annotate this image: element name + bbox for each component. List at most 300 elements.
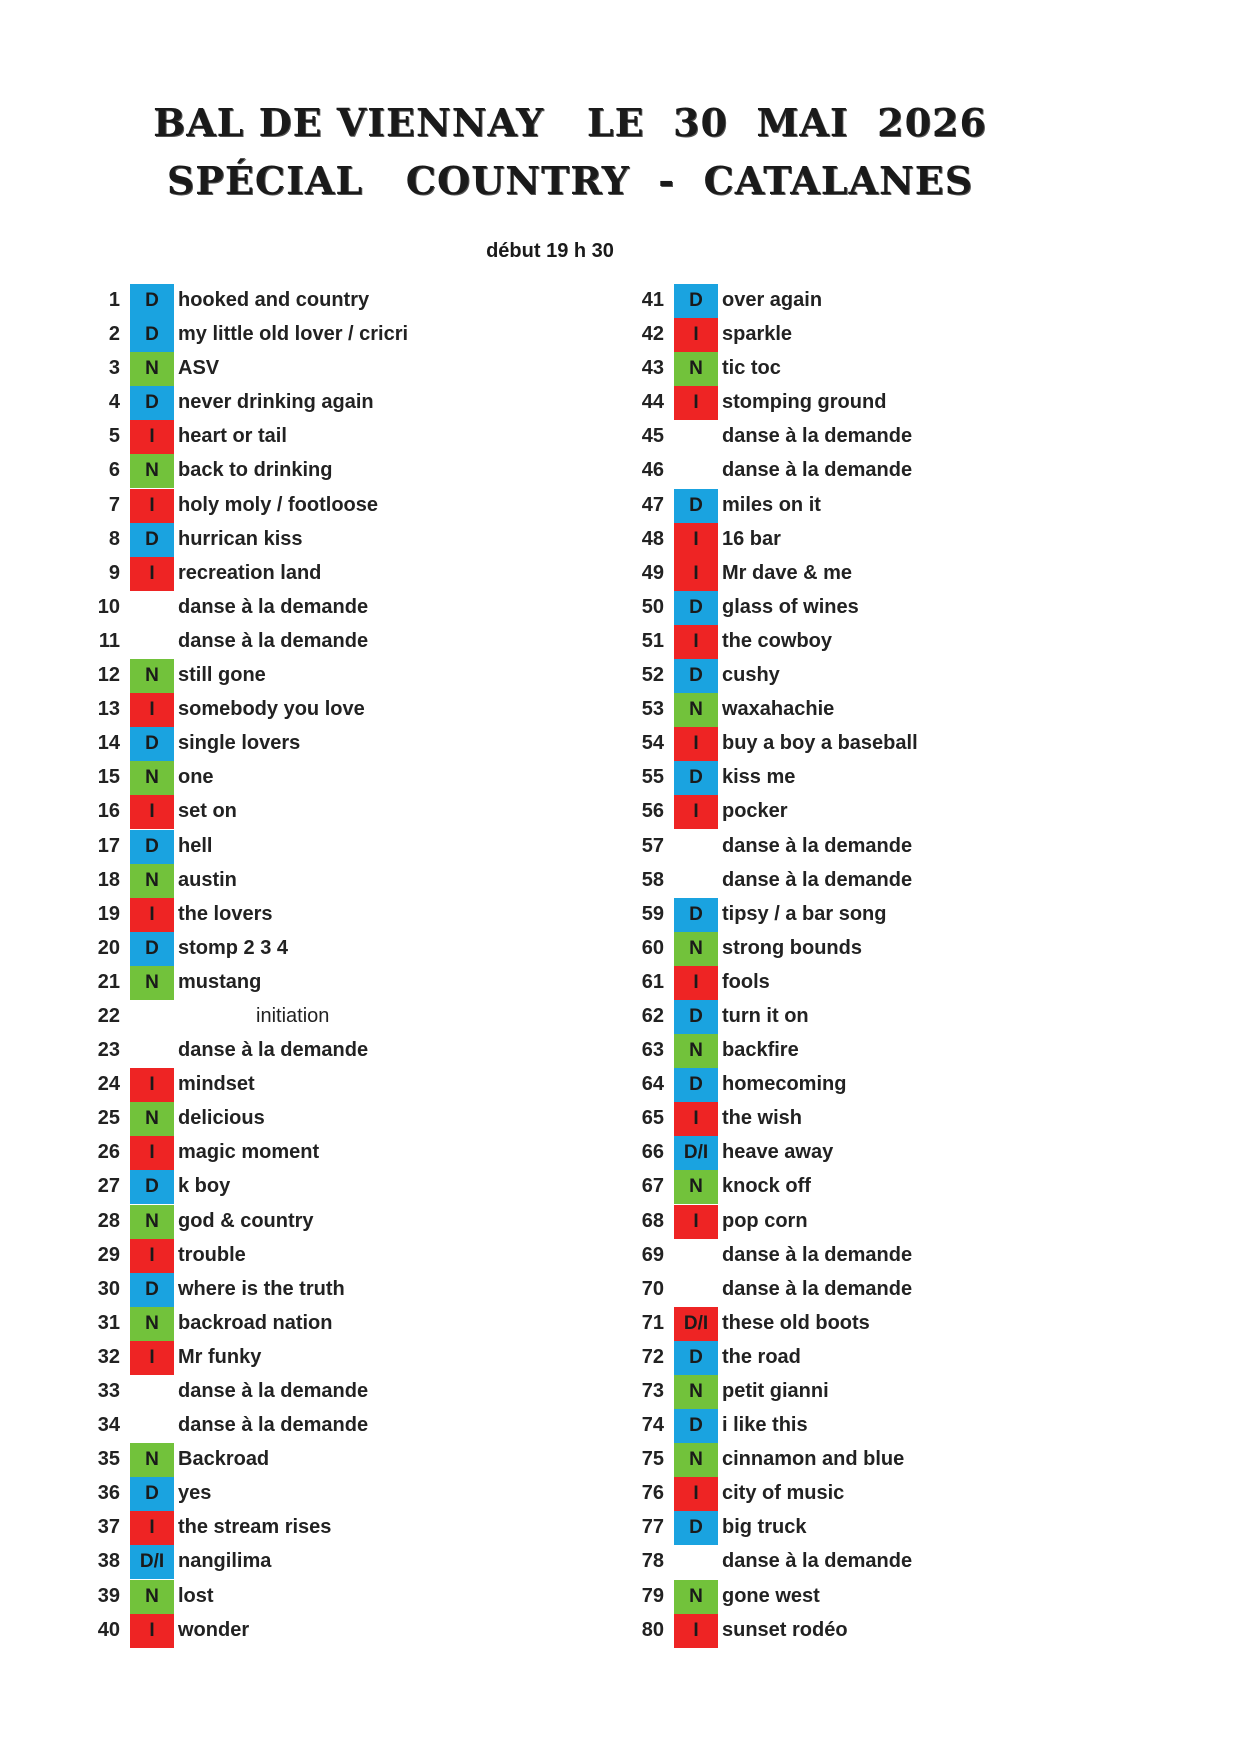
level-badge: N [130, 966, 174, 1000]
dance-row [628, 659, 1048, 693]
level-badge: D [674, 1341, 718, 1375]
dance-row [84, 591, 504, 625]
dance-row [628, 318, 1048, 352]
dance-number: 2 [108, 323, 120, 346]
dance-number: 21 [97, 970, 120, 993]
level-badge: I [674, 795, 718, 829]
level-badge: N [674, 1443, 718, 1477]
dance-name: mustang [178, 970, 262, 993]
dance-number: 60 [641, 936, 664, 959]
dance-name: city of music [722, 1482, 845, 1505]
dance-number: 10 [97, 595, 120, 618]
dance-name: cinnamon and blue [722, 1448, 905, 1471]
dance-name: hell [178, 834, 213, 857]
dance-number: 71 [641, 1311, 664, 1334]
dance-row [628, 523, 1048, 557]
dance-number: 76 [641, 1482, 664, 1505]
level-badge: I [130, 1614, 174, 1648]
dance-row [628, 386, 1048, 420]
level-badge: I [130, 1239, 174, 1273]
dance-name: the lovers [178, 902, 273, 925]
dance-number: 67 [641, 1175, 664, 1198]
dance-name: Mr dave & me [722, 561, 853, 584]
level-badge: D [130, 318, 174, 352]
dance-name: strong bounds [722, 936, 862, 959]
start-time: début 19 h 30 [486, 240, 614, 262]
dance-name: backfire [722, 1039, 799, 1062]
dance-number: 12 [97, 664, 120, 687]
dance-row [84, 795, 504, 829]
dance-name: the stream rises [178, 1516, 332, 1539]
dance-row [84, 1511, 504, 1545]
dance-name: my little old lover / cricri [178, 323, 409, 346]
dance-number: 41 [641, 289, 664, 311]
dance-row [628, 1170, 1048, 1204]
dance-row [628, 454, 1048, 488]
dance-number: 14 [97, 732, 120, 755]
dance-name: delicious [178, 1107, 265, 1130]
dance-row [84, 625, 504, 659]
dance-name: ASV [178, 357, 220, 380]
dance-row [84, 1000, 504, 1034]
dance-number: 29 [97, 1243, 120, 1266]
dance-number: 74 [641, 1414, 664, 1437]
level-badge: D [674, 659, 718, 693]
dance-number: 79 [641, 1584, 664, 1607]
level-badge: D/I [130, 1545, 174, 1579]
dance-name: danse à la demande [178, 1414, 369, 1437]
dance-row [628, 1477, 1048, 1511]
dance-row [628, 625, 1048, 659]
dance-name: danse à la demande [722, 459, 913, 482]
dance-name: danse à la demande [722, 868, 913, 891]
dance-row [84, 386, 504, 420]
dance-number: 28 [97, 1209, 120, 1232]
dance-number: 18 [97, 868, 120, 891]
level-badge: I [674, 318, 718, 352]
dance-number: 56 [641, 800, 664, 823]
dance-number: 8 [108, 527, 120, 550]
level-badge: I [674, 386, 718, 420]
dance-name: holy moly / footloose [178, 493, 379, 516]
dance-name: backroad nation [178, 1311, 333, 1334]
dance-row [628, 1000, 1048, 1034]
level-badge: D/I [674, 1136, 718, 1170]
dance-row [628, 864, 1048, 898]
dance-number: 62 [641, 1004, 664, 1027]
dance-name: these old boots [722, 1311, 870, 1334]
dance-name: yes [178, 1482, 212, 1505]
level-badge: D [130, 727, 174, 761]
dance-row [84, 761, 504, 795]
dance-row [84, 966, 504, 1000]
dance-name: petit gianni [722, 1380, 829, 1402]
level-badge: I [674, 727, 718, 761]
dance-number: 19 [97, 902, 120, 925]
dance-row [628, 1102, 1048, 1136]
level-badge: D [674, 591, 718, 625]
level-badge: D [130, 1477, 174, 1511]
dance-name: glass of wines [722, 595, 859, 618]
dance-list-left [84, 284, 504, 1648]
dance-name: buy a boy a baseball [722, 732, 918, 755]
dance-number: 5 [108, 425, 120, 448]
page-title-line1: BAL DE VIENNAY LE 30 MAI 2026 [153, 100, 987, 145]
dance-number: 70 [641, 1277, 664, 1300]
level-badge: I [674, 625, 718, 659]
dance-number: 17 [97, 834, 120, 857]
dance-row [84, 830, 504, 864]
dance-number: 4 [108, 391, 120, 414]
dance-number: 13 [97, 698, 120, 721]
dance-row [84, 1170, 504, 1204]
level-badge: I [130, 1136, 174, 1170]
dance-number: 43 [641, 357, 664, 380]
dance-number: 24 [97, 1073, 120, 1096]
dance-row [84, 1477, 504, 1511]
dance-name: danse à la demande [178, 1380, 369, 1402]
dance-number: 46 [641, 459, 664, 482]
dance-row [628, 1614, 1048, 1648]
level-badge: I [130, 693, 174, 727]
dance-name: danse à la demande [722, 1550, 913, 1573]
level-badge: I [674, 1614, 718, 1648]
dance-row [628, 1068, 1048, 1102]
dance-name: danse à la demande [722, 834, 913, 857]
dance-row [84, 659, 504, 693]
dance-name: miles on it [722, 493, 821, 516]
dance-number: 68 [641, 1209, 664, 1232]
dance-number: 48 [641, 527, 664, 550]
dance-row [84, 1443, 504, 1477]
dance-name: i like this [722, 1414, 808, 1437]
level-badge: I [674, 1102, 718, 1136]
dance-number: 9 [108, 561, 120, 584]
dance-name: trouble [178, 1243, 246, 1266]
dance-number: 26 [97, 1141, 120, 1164]
dance-name: sunset rodéo [722, 1618, 848, 1641]
dance-number: 52 [641, 664, 664, 687]
dance-row [628, 830, 1048, 864]
dance-row [628, 1409, 1048, 1443]
dance-name: heave away [722, 1141, 834, 1164]
dance-row [628, 761, 1048, 795]
dance-number: 64 [641, 1073, 664, 1096]
dance-name: hurrican kiss [178, 527, 303, 550]
dance-name: homecoming [722, 1073, 847, 1096]
dance-name: pop corn [722, 1209, 808, 1232]
dance-number: 77 [641, 1516, 664, 1539]
dance-number: 30 [97, 1277, 120, 1300]
dance-number: 39 [97, 1584, 120, 1607]
dance-row [84, 1239, 504, 1273]
dance-row [84, 489, 504, 523]
dance-row [628, 1239, 1048, 1273]
dance-row [84, 352, 504, 386]
level-badge: I [674, 1205, 718, 1239]
dance-number: 53 [641, 698, 664, 721]
level-badge: N [674, 1580, 718, 1614]
dance-number: 50 [641, 595, 664, 618]
dance-name: hooked and country [178, 289, 370, 311]
dance-row [84, 1102, 504, 1136]
dance-name: kiss me [722, 766, 796, 789]
dance-number: 27 [97, 1175, 120, 1198]
dance-name: tipsy / a bar song [722, 902, 887, 925]
dance-name: god & country [178, 1209, 314, 1232]
level-badge: D [674, 898, 718, 932]
dance-row [84, 1273, 504, 1307]
dance-row [84, 1409, 504, 1443]
dance-name: danse à la demande [722, 1243, 913, 1266]
level-badge: I [130, 898, 174, 932]
dance-row [84, 1341, 504, 1375]
level-badge: I [674, 966, 718, 1000]
dance-row [628, 966, 1048, 1000]
dance-name: recreation land [178, 561, 322, 584]
dance-number: 15 [97, 766, 120, 789]
level-badge: I [130, 1511, 174, 1545]
dance-row [84, 864, 504, 898]
level-badge: N [130, 659, 174, 693]
dance-name: initiation [256, 1004, 330, 1027]
dance-name: nangilima [178, 1550, 272, 1573]
level-badge: D [130, 523, 174, 557]
dance-number: 80 [641, 1618, 664, 1641]
dance-number: 61 [641, 970, 664, 993]
dance-number: 40 [97, 1618, 120, 1641]
level-badge: D [674, 1409, 718, 1443]
dance-name: knock off [722, 1175, 811, 1198]
dance-name: sparkle [722, 323, 793, 346]
dance-number: 36 [97, 1482, 120, 1505]
dance-number: 33 [97, 1380, 120, 1402]
level-badge: I [130, 557, 174, 591]
dance-row [84, 727, 504, 761]
level-badge: N [674, 693, 718, 727]
dance-row [628, 1511, 1048, 1545]
dance-row [628, 1034, 1048, 1068]
dance-row [84, 1205, 504, 1239]
dance-name: 16 bar [722, 527, 781, 550]
dance-row [84, 523, 504, 557]
level-badge: I [130, 1068, 174, 1102]
dance-row [84, 1580, 504, 1614]
dance-number: 31 [97, 1311, 120, 1334]
dance-name: k boy [178, 1175, 231, 1198]
level-badge: D [130, 1170, 174, 1204]
dance-row [84, 932, 504, 966]
dance-name: mindset [178, 1073, 255, 1096]
dance-row [84, 420, 504, 454]
level-badge: I [674, 557, 718, 591]
dance-row [628, 727, 1048, 761]
dance-name: danse à la demande [178, 595, 369, 618]
level-badge: D [674, 1000, 718, 1034]
dance-name: Mr funky [178, 1345, 262, 1368]
dance-row [628, 1580, 1048, 1614]
dance-name: big truck [722, 1516, 807, 1539]
dance-name: stomping ground [722, 391, 887, 414]
dance-row [84, 1614, 504, 1648]
dance-number: 44 [641, 391, 664, 414]
dance-name: Backroad [178, 1448, 270, 1471]
level-badge: I [130, 795, 174, 829]
dance-number: 75 [641, 1448, 664, 1471]
dance-row [628, 898, 1048, 932]
dance-number: 57 [641, 834, 664, 857]
dance-number: 49 [641, 561, 664, 584]
dance-number: 37 [97, 1516, 120, 1539]
dance-name: cushy [722, 664, 780, 687]
dance-number: 1 [108, 289, 120, 311]
dance-row [84, 1034, 504, 1068]
level-badge: N [130, 864, 174, 898]
level-badge: D [674, 1068, 718, 1102]
level-badge: I [130, 420, 174, 454]
level-badge: N [130, 352, 174, 386]
dance-name: waxahachie [722, 698, 835, 721]
dance-name: tic toc [722, 357, 781, 380]
level-badge: D [674, 761, 718, 795]
dance-name: danse à la demande [722, 1277, 913, 1300]
dance-row [628, 693, 1048, 727]
level-badge: I [674, 1477, 718, 1511]
dance-row [628, 591, 1048, 625]
level-badge: N [674, 1034, 718, 1068]
dance-number: 42 [641, 323, 664, 346]
level-badge: I [130, 489, 174, 523]
dance-row [628, 420, 1048, 454]
dance-row [84, 693, 504, 727]
dance-name: heart or tail [178, 425, 287, 448]
dance-number: 65 [641, 1107, 664, 1130]
dance-number: 69 [641, 1243, 664, 1266]
dance-number: 7 [108, 493, 120, 516]
dance-number: 45 [641, 425, 664, 448]
level-badge: N [130, 1102, 174, 1136]
dance-row [84, 557, 504, 591]
level-badge: N [674, 352, 718, 386]
level-badge: D [130, 284, 174, 318]
level-badge: N [130, 1307, 174, 1341]
dance-row [628, 1545, 1048, 1579]
level-badge: N [130, 454, 174, 488]
dance-name: set on [178, 800, 237, 823]
dance-row [628, 1273, 1048, 1307]
dance-number: 35 [97, 1448, 120, 1471]
dance-number: 25 [97, 1107, 120, 1130]
dance-name: where is the truth [178, 1277, 345, 1300]
dance-number: 32 [97, 1345, 120, 1368]
dance-name: danse à la demande [722, 425, 913, 448]
dance-row [628, 1443, 1048, 1477]
dance-number: 3 [108, 357, 120, 380]
dance-name: lost [178, 1584, 214, 1607]
dance-number: 23 [97, 1039, 120, 1062]
dance-number: 38 [97, 1550, 120, 1573]
dance-name: turn it on [722, 1004, 809, 1027]
dance-row [628, 1341, 1048, 1375]
level-badge: D [674, 284, 718, 318]
dance-name: still gone [178, 664, 266, 687]
dance-number: 34 [97, 1414, 120, 1437]
dance-number: 73 [641, 1380, 664, 1402]
dance-row [84, 1545, 504, 1579]
dance-name: the road [722, 1345, 801, 1368]
level-badge: N [130, 1205, 174, 1239]
dance-number: 51 [641, 629, 664, 652]
dance-number: 20 [97, 936, 120, 959]
level-badge: D [130, 830, 174, 864]
dance-row [628, 284, 1048, 318]
dance-row [84, 1068, 504, 1102]
dance-number: 47 [641, 493, 664, 516]
dance-row [84, 284, 504, 318]
dance-row [628, 932, 1048, 966]
dance-number: 78 [641, 1550, 664, 1573]
dance-name: back to drinking [178, 459, 333, 482]
dance-number: 54 [641, 732, 664, 755]
dance-row [84, 1136, 504, 1170]
dance-row [628, 1307, 1048, 1341]
dance-number: 55 [641, 766, 664, 789]
dance-name: wonder [178, 1618, 250, 1641]
dance-name: the wish [722, 1107, 803, 1130]
dance-name: over again [722, 289, 823, 311]
dance-number: 16 [97, 800, 120, 823]
level-badge: N [674, 1375, 718, 1409]
level-badge: I [674, 523, 718, 557]
dance-row [628, 1375, 1048, 1409]
dance-number: 63 [641, 1039, 664, 1062]
dance-number: 58 [641, 868, 664, 891]
dance-number: 6 [108, 459, 120, 482]
level-badge: N [674, 932, 718, 966]
level-badge: I [130, 1341, 174, 1375]
dance-list-right [628, 284, 1048, 1648]
dance-row [84, 1375, 504, 1409]
dance-number: 66 [641, 1141, 664, 1164]
dance-row [84, 1307, 504, 1341]
dance-name: danse à la demande [178, 629, 369, 652]
page-title-line2: SPÉCIAL COUNTRY - CATALANES [166, 158, 974, 203]
dance-name: danse à la demande [178, 1039, 369, 1062]
level-badge: N [130, 1580, 174, 1614]
level-badge: D [130, 1273, 174, 1307]
dance-name: one [178, 766, 214, 789]
dance-name: somebody you love [178, 698, 365, 721]
dance-row [628, 1136, 1048, 1170]
level-badge: N [130, 1443, 174, 1477]
dance-name: magic moment [178, 1141, 320, 1164]
dance-name: never drinking again [178, 391, 374, 414]
dance-number: 22 [97, 1004, 120, 1027]
level-badge: D/I [674, 1307, 718, 1341]
dance-row [84, 318, 504, 352]
dance-name: pocker [722, 800, 788, 823]
dance-row [628, 557, 1048, 591]
level-badge: D [674, 489, 718, 523]
level-badge: D [674, 1511, 718, 1545]
dance-number: 59 [641, 902, 664, 925]
dance-number: 11 [98, 629, 120, 652]
level-badge: N [674, 1170, 718, 1204]
dance-row [628, 795, 1048, 829]
level-badge: D [130, 386, 174, 420]
dance-name: the cowboy [722, 629, 833, 652]
dance-name: stomp 2 3 4 [178, 936, 289, 959]
